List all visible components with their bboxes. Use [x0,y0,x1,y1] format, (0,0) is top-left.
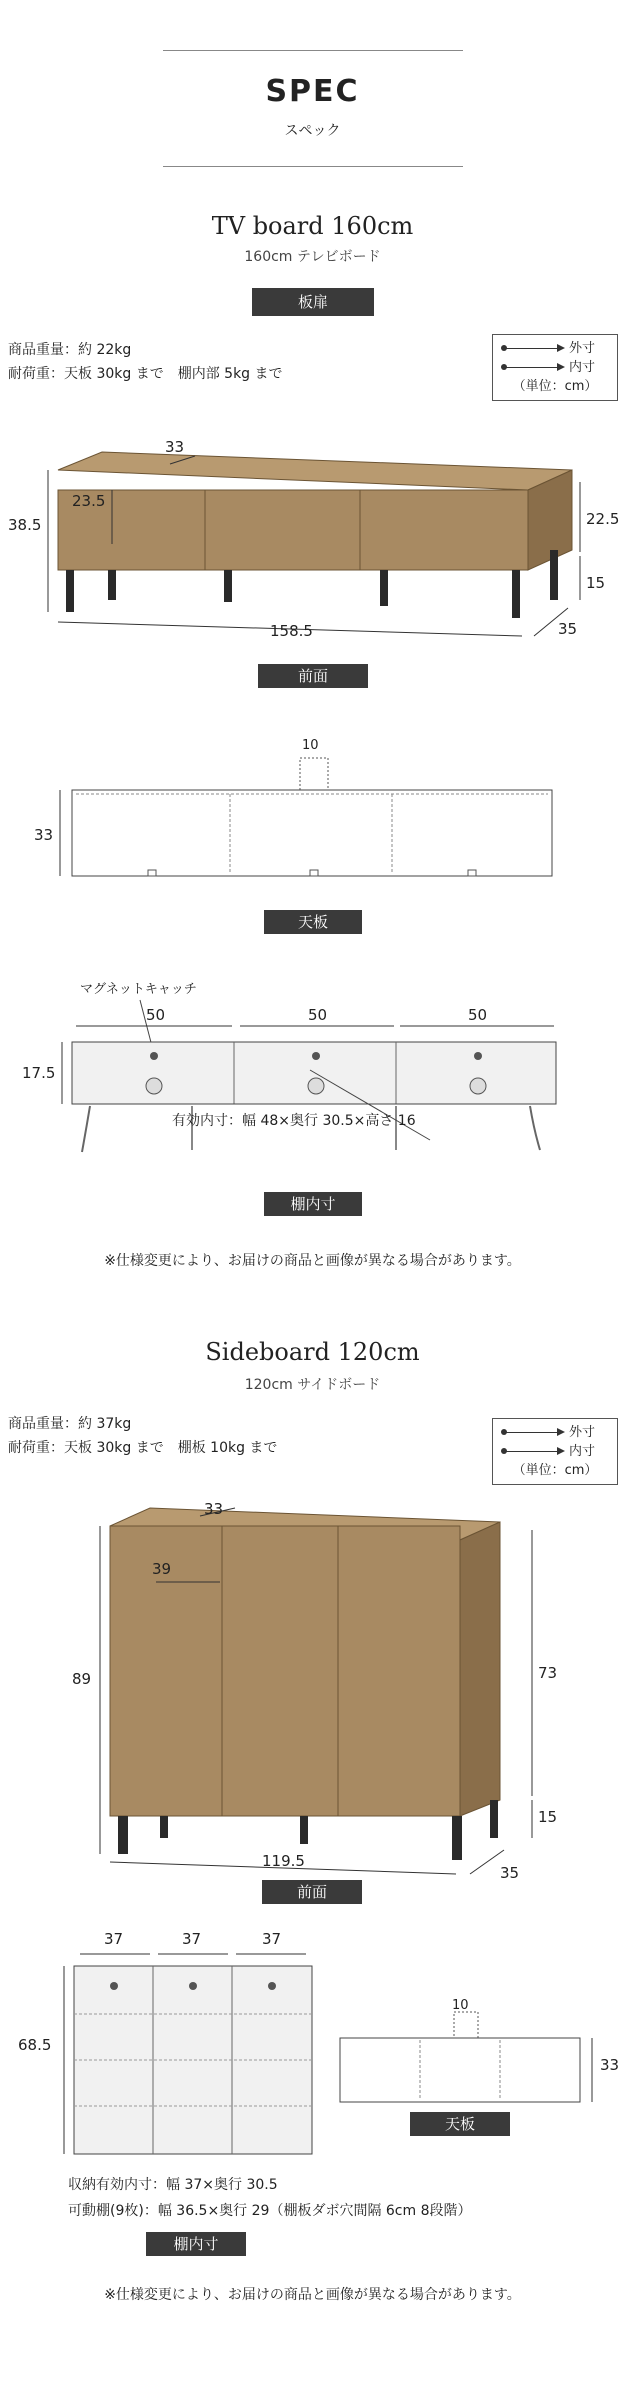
side-note: ※仕様変更により、お届けの商品と画像が異なる場合があります。 [104,2287,521,2303]
side-top-dim-depth: 33 [600,2056,620,2074]
tv-dim-depth: 35 [558,620,578,638]
tv-inner-w2: 50 [308,1006,328,1024]
side-inner-w2: 37 [182,1930,202,1948]
tv-dim-top: 33 [165,438,185,456]
side-weight: 商品重量：約 37kg [8,1416,132,1432]
header-rule-bottom [163,166,463,167]
legend-inner: 内寸 [569,1444,596,1459]
side-title: Sideboard 120cm [205,1338,420,1366]
side-inner-label: 棚内寸 [146,2232,246,2256]
side-dim-top: 33 [204,1500,224,1518]
side-spec-text [8,1412,277,1460]
inner-arrow-icon [503,1451,561,1452]
side-inner-w1: 37 [104,1930,124,1948]
tv-spec-text [8,338,283,386]
side-legend [492,1418,618,1485]
side-dim-depth: 35 [500,1864,520,1882]
legend-unit: （単位：cm） [512,1463,598,1478]
tv-subtitle: 160cm テレビボード [244,249,381,265]
legend-inner: 内寸 [569,360,596,375]
side-shelf-size: 可動棚(9枚)：幅 36.5×奥行 29（棚板ダボ穴間隔 6cm 8段階） [68,2203,472,2219]
tv-top-dim-hole: 10 [302,738,319,753]
side-dim-door: 39 [152,1560,172,1578]
page-subtitle: スペック [284,123,341,139]
outer-arrow-icon [503,348,561,349]
side-dim-body: 73 [538,1664,558,1682]
tv-inner-w1: 50 [146,1006,166,1024]
side-top-dim-hole: 10 [452,1998,469,2013]
side-dim-width: 119.5 [262,1852,305,1870]
tv-top-label: 天板 [264,910,362,934]
tv-legend [492,334,618,401]
side-dim-height: 89 [72,1670,92,1688]
tv-title: TV board 160cm [211,212,414,240]
side-subtitle: 120cm サイドボード [244,1377,381,1393]
legend-outer: 外寸 [569,341,596,356]
tv-door-badge: 板扉 [252,288,374,316]
side-inner-w3: 37 [262,1930,282,1948]
tv-dim-width: 158.5 [270,622,313,640]
side-storage-size: 収納有効内寸：幅 37×奥行 30.5 [68,2177,278,2193]
tv-inner-label: 棚内寸 [264,1192,362,1216]
tv-inner-w3: 50 [468,1006,488,1024]
side-inner-h: 68.5 [18,2036,52,2054]
tv-top-dim-depth: 33 [34,826,54,844]
side-top-diagram [330,2000,620,2110]
tv-dim-door: 23.5 [72,492,106,510]
tv-inner-h: 17.5 [22,1064,56,1082]
page-title: SPEC [265,74,360,109]
tv-dim-leg: 15 [586,574,606,592]
side-dim-leg: 15 [538,1808,558,1826]
tv-dim-body: 22.5 [586,510,620,528]
tv-dim-height: 38.5 [8,516,42,534]
tv-weight: 商品重量：約 22kg [8,342,132,358]
header-rule-top [163,50,463,51]
tv-effective-size: 有効内寸：幅 48×奥行 30.5×高さ 16 [172,1113,416,1129]
side-load: 耐荷重：天板 30kg まで 棚板 10kg まで [8,1440,278,1456]
tv-load: 耐荷重：天板 30kg まで 棚内部 5kg まで [8,366,283,382]
legend-unit: （単位：cm） [512,379,598,394]
inner-arrow-icon [503,367,561,368]
tv-note: ※仕様変更により、お届けの商品と画像が異なる場合があります。 [104,1253,521,1269]
outer-arrow-icon [503,1432,561,1433]
tv-front-label: 前面 [258,664,368,688]
tv-front-diagram [0,430,625,630]
magnet-catch-label: マグネットキャッチ [80,982,197,997]
side-front-diagram [0,1500,625,1880]
tv-top-diagram [0,740,625,900]
side-front-label: 前面 [262,1880,362,1904]
legend-outer: 外寸 [569,1425,596,1440]
side-top-label: 天板 [410,2112,510,2136]
